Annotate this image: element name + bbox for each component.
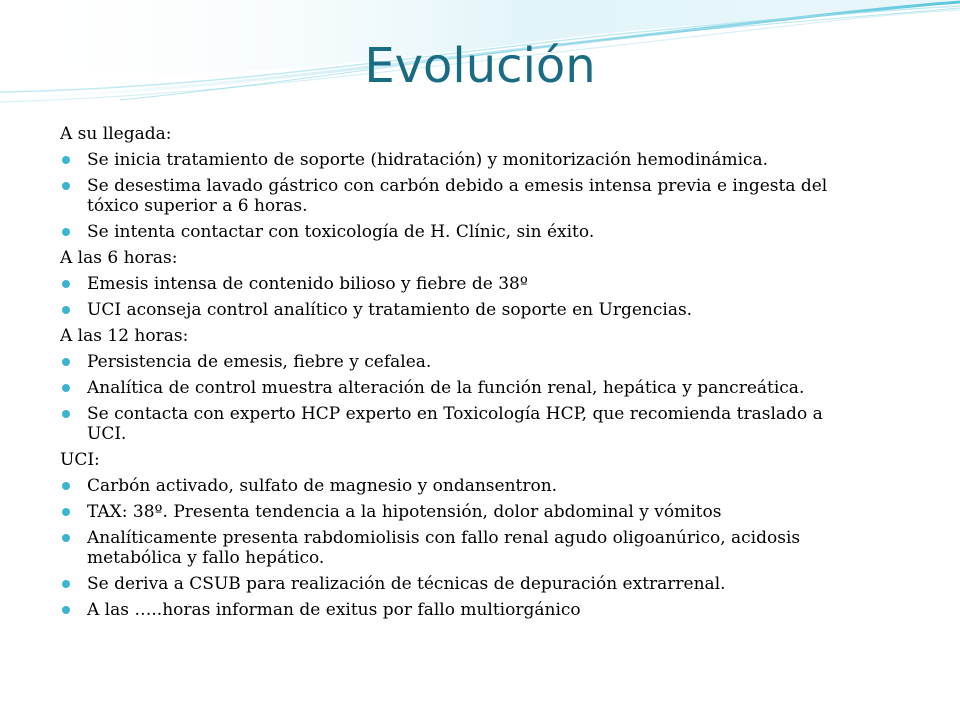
bullet-icon xyxy=(62,580,70,588)
bullet-icon xyxy=(62,358,70,366)
bullet-item xyxy=(60,378,860,398)
bullet-item xyxy=(60,176,860,216)
bullet-item xyxy=(60,476,860,496)
bullet-icon xyxy=(62,534,70,542)
bullet-icon xyxy=(62,606,70,614)
section-label: UCI: xyxy=(60,450,100,470)
bullet-item xyxy=(60,600,860,620)
bullet-item xyxy=(60,404,860,444)
bullet-icon xyxy=(62,508,70,516)
slide-body xyxy=(60,124,860,626)
section-label: A las 12 horas: xyxy=(60,326,189,346)
bullet-icon xyxy=(62,228,70,236)
bullet-text: Persistencia de emesis, fiebre y cefalea. xyxy=(87,352,432,372)
section-label: A las 6 horas: xyxy=(60,248,178,268)
section-label: A su llegada: xyxy=(60,124,172,144)
bullet-icon xyxy=(62,182,70,190)
bullet-text: UCI aconseja control analítico y tratamiento de soporte en Urgencias. xyxy=(87,300,693,320)
bullet-icon xyxy=(62,280,70,288)
bullet-item xyxy=(60,352,860,372)
bullet-text: Emesis intensa de contenido bilioso y fiebre de 38º xyxy=(87,274,528,294)
bullet-item xyxy=(60,274,860,294)
bullet-item xyxy=(60,300,860,320)
bullet-text: Se contacta con experto HCP experto en Toxicología HCP, que recomienda traslado a UCI. xyxy=(87,404,823,444)
bullet-text: Analítica de control muestra alteración de la función renal, hepática y pancreática. xyxy=(87,378,805,398)
bullet-text: Se inicia tratamiento de soporte (hidratación) y monitorización hemodinámica. xyxy=(87,150,769,170)
bullet-text: Se intenta contactar con toxicología de H. Clínic, sin éxito. xyxy=(87,222,595,242)
bullet-icon xyxy=(62,482,70,490)
bullet-text: Se deriva a CSUB para realización de técnicas de depuración extrarrenal. xyxy=(87,574,726,594)
slide-title: Evolución xyxy=(364,38,596,94)
bullet-icon xyxy=(62,384,70,392)
bullet-text: Se desestima lavado gástrico con carbón debido a emesis intensa previa e ingesta del tóxico superior a 6 horas. xyxy=(87,176,828,216)
bullet-text: A las …..horas informan de exitus por fallo multiorgánico xyxy=(87,600,581,620)
bullet-text: Analíticamente presenta rabdomiolisis con fallo renal agudo oligoanúrico, acidosis metabólica y fallo hepático. xyxy=(87,528,801,568)
bullet-item xyxy=(60,150,860,170)
bullet-item xyxy=(60,222,860,242)
bullet-item xyxy=(60,502,860,522)
bullet-text: TAX: 38º. Presenta tendencia a la hipotensión, dolor abdominal y vómitos xyxy=(87,502,722,522)
bullet-item xyxy=(60,528,860,568)
bullet-icon xyxy=(62,156,70,164)
bullet-text: Carbón activado, sulfato de magnesio y ondansentron. xyxy=(87,476,558,496)
bullet-icon xyxy=(62,306,70,314)
bullet-item xyxy=(60,574,860,594)
bullet-icon xyxy=(62,410,70,418)
